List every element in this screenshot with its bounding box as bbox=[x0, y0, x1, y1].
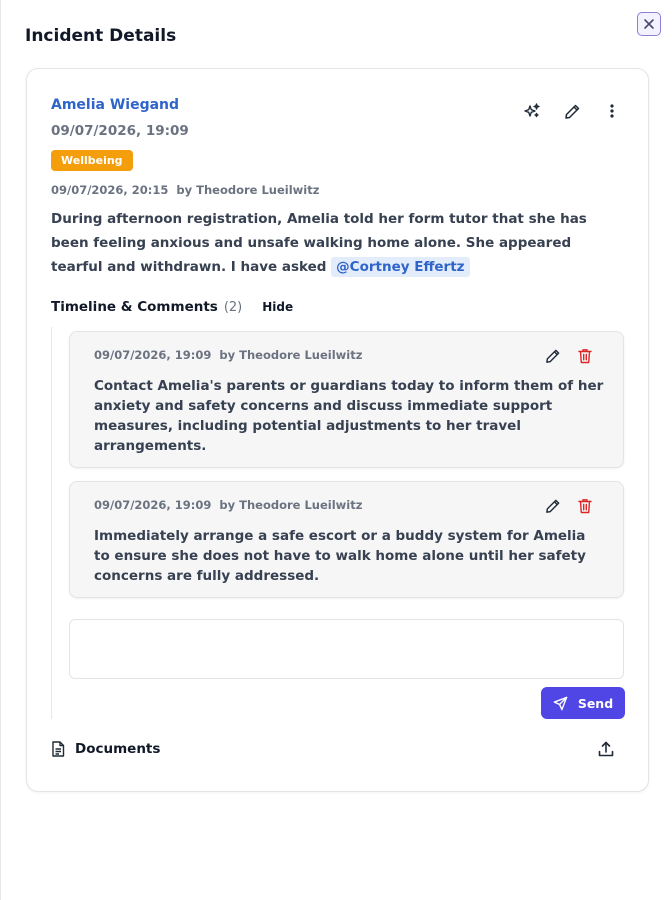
comment-author: by Theodore Lueilwitz bbox=[219, 498, 363, 512]
edit-incident-button[interactable] bbox=[562, 101, 582, 121]
comment-meta bbox=[94, 348, 362, 362]
documents-section bbox=[51, 741, 160, 757]
incident-meta bbox=[51, 183, 319, 197]
comment-actions bbox=[543, 346, 595, 366]
close-button[interactable] bbox=[637, 12, 661, 36]
comment-date: 09/07/2026, 19:09 bbox=[94, 348, 212, 362]
trash-icon bbox=[578, 498, 592, 514]
comment-text: Contact Amelia's parents or guardians today to inform them of her anxiety and safety concerns and discuss immediate support measures, including potential adjustments to her travel arrangements. bbox=[94, 378, 604, 454]
pencil-icon bbox=[564, 103, 581, 120]
incident-card bbox=[26, 68, 649, 792]
pencil-icon bbox=[545, 498, 561, 514]
category-badge: Wellbeing bbox=[51, 150, 133, 171]
delete-comment-button[interactable] bbox=[575, 496, 595, 516]
more-vertical-icon bbox=[609, 103, 615, 119]
pencil-icon bbox=[545, 348, 561, 364]
timeline-title: Timeline & Comments bbox=[51, 299, 218, 315]
delete-comment-button[interactable] bbox=[575, 346, 595, 366]
mention-tag[interactable]: @Cortney Effertz bbox=[331, 257, 469, 277]
comment-meta bbox=[94, 498, 362, 512]
more-options-button[interactable] bbox=[602, 101, 622, 121]
comment-author: by Theodore Lueilwitz bbox=[219, 348, 363, 362]
comment-count: (2) bbox=[223, 299, 243, 315]
edit-comment-button[interactable] bbox=[543, 496, 563, 516]
send-label: Send bbox=[577, 695, 614, 711]
comment-input[interactable] bbox=[69, 619, 624, 679]
ai-assist-button[interactable] bbox=[522, 101, 542, 121]
student-name-link[interactable]: Amelia Wiegand bbox=[51, 97, 180, 113]
close-icon bbox=[643, 18, 655, 30]
incident-author: by Theodore Lueilwitz bbox=[176, 183, 320, 197]
send-button[interactable] bbox=[541, 687, 625, 719]
upload-document-button[interactable] bbox=[598, 741, 614, 761]
documents-label: Documents bbox=[75, 741, 161, 757]
comment-date: 09/07/2026, 19:09 bbox=[94, 498, 212, 512]
comment-card bbox=[69, 481, 624, 598]
edit-comment-button[interactable] bbox=[543, 346, 563, 366]
comment-actions bbox=[543, 496, 595, 516]
trash-icon bbox=[578, 348, 592, 364]
comment-text: Immediately arrange a safe escort or a buddy system for Amelia to ensure she does not have to walk home alone until her safety concerns are fully addressed. bbox=[94, 528, 586, 584]
comment-card bbox=[69, 331, 624, 468]
incident-date: 09/07/2026, 19:09 bbox=[51, 123, 189, 139]
send-icon bbox=[553, 696, 568, 711]
hide-timeline-button[interactable]: Hide bbox=[262, 300, 294, 314]
document-icon bbox=[51, 741, 65, 757]
incident-actions bbox=[522, 101, 622, 121]
panel-title: Incident Details bbox=[25, 26, 177, 46]
upload-icon bbox=[598, 741, 614, 757]
timeline-connector bbox=[51, 327, 52, 719]
sparkles-icon bbox=[523, 102, 541, 120]
logged-at: 09/07/2026, 20:15 bbox=[51, 183, 169, 197]
incident-description bbox=[51, 207, 611, 279]
timeline-header bbox=[51, 299, 293, 315]
description-text: During afternoon registration, Amelia told her form tutor that she has been feeling anxious and unsafe walking home alone. She appeared tearful and withdrawn. I have asked bbox=[51, 211, 587, 275]
